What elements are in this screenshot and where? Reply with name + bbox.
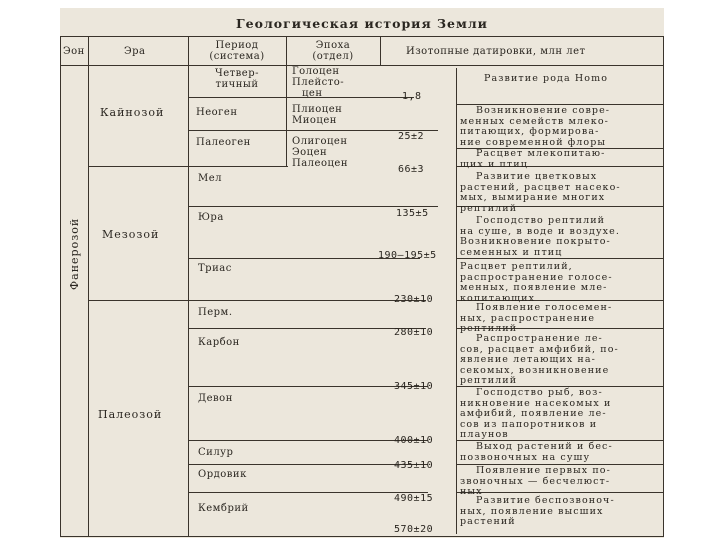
epoch-paleogene (292, 136, 348, 169)
rule (188, 97, 414, 98)
event-text (460, 334, 619, 387)
event-line: Распространение ле- (476, 333, 603, 344)
rule (188, 440, 428, 441)
event-text (460, 172, 621, 214)
rule (60, 36, 61, 536)
event-line: ных, появление высших (460, 505, 604, 517)
event-text (460, 303, 612, 335)
event-text (460, 442, 613, 463)
date-label: 135±5 (396, 208, 429, 219)
event-line: сов, расцвет амфибий, по- (460, 343, 619, 355)
event-line: Возникновение покрыто- (460, 236, 611, 248)
rule (60, 36, 664, 37)
date-label: 435±10 (394, 460, 434, 471)
event-line: растений, расцвет насеко- (460, 181, 621, 193)
era-cenozoic: Кайнозой (100, 106, 165, 119)
event-line: ние современной флоры (460, 136, 607, 148)
event-line: менных семейств млеко- (460, 115, 609, 127)
epoch-neogene (292, 104, 342, 126)
rule (188, 206, 438, 207)
header-period-line: Период (215, 40, 259, 51)
epoch-quaternary (292, 66, 344, 99)
period-carboniferous: Карбон (198, 337, 240, 348)
event-line: рептилий (460, 323, 518, 335)
epoch-line: Голоцен (292, 66, 340, 77)
era-mesozoic: Мезозой (102, 228, 160, 241)
event-line: рептилий (460, 202, 518, 214)
event-line: щих и птиц (460, 158, 528, 170)
epoch-line: цен (302, 88, 323, 99)
date-label: 570±20 (394, 524, 434, 535)
epoch-line: Палеоцен (292, 158, 348, 169)
period-cretaceous: Мел (198, 173, 223, 184)
event-line: питающих, формирова- (460, 126, 600, 138)
event-line: Расцвет млекопитаю- (476, 148, 606, 159)
date-label: 230±10 (394, 294, 434, 305)
rule (60, 65, 664, 66)
epoch-line: Плиоцен (292, 104, 343, 115)
event-line: рептилий (460, 375, 518, 387)
event-line: менных, появление мле- (460, 282, 608, 294)
event-line: Развитие рода Homo (484, 73, 609, 84)
event-line: мых, вымирание многих (460, 192, 606, 204)
header-epoch-line: (отдел) (312, 51, 354, 62)
header-epoch (286, 40, 380, 62)
event-line: явление летающих на- (460, 354, 596, 366)
period-silurian: Силур (198, 447, 234, 458)
event-text (460, 216, 620, 258)
event-text (460, 262, 613, 304)
period-triassic: Триас (198, 263, 232, 274)
date-label: 1,8 (402, 91, 422, 102)
header-period (188, 40, 286, 62)
period-quaternary (188, 68, 286, 90)
epoch-line: Миоцен (292, 115, 337, 126)
event-line: Возникновение совре- (476, 105, 611, 116)
date-label: 490±15 (394, 493, 434, 504)
date-label: 25±2 (398, 131, 425, 142)
rule (188, 464, 428, 465)
period-neogene: Неоген (196, 107, 238, 118)
rule (380, 36, 381, 66)
period-jurassic: Юра (198, 212, 224, 223)
document-title: Геологическая история Земли (236, 16, 488, 31)
event-line: ных, распространение (460, 312, 596, 324)
rule (188, 328, 426, 329)
header-dates: Изотопные датировки, млн лет (406, 46, 586, 57)
header-epoch-line: Эпоха (315, 40, 351, 51)
rule (188, 386, 428, 387)
event-line: Появление первых по- (476, 465, 611, 476)
date-label: 190–195±5 (378, 250, 437, 261)
date-label: 400±10 (394, 435, 434, 446)
event-line: Развитие цветковых (476, 171, 598, 182)
rule (88, 36, 89, 536)
event-line: Выход растений и бес- (476, 441, 613, 452)
epoch-line: Эоцен (292, 147, 328, 158)
event-line: звоночных — бесчелюст- (460, 475, 611, 487)
epoch-line: Плейсто- (292, 77, 345, 88)
event-line: позвоночных на сушу (460, 451, 591, 463)
event-line: ных (460, 486, 483, 498)
period-ordovician: Ордовик (198, 469, 247, 480)
event-line: растений (460, 516, 516, 528)
document-page (60, 8, 664, 538)
event-text (460, 106, 610, 148)
header-eon: Эон (63, 46, 85, 57)
header-period-line: (система) (209, 51, 265, 62)
rule (663, 36, 664, 536)
event-line: Развитие беспозвоноч- (476, 495, 615, 506)
period-cambrian: Кембрий (198, 503, 249, 514)
event-line: Господство рептилий (476, 215, 606, 226)
era-paleozoic: Палеозой (98, 408, 163, 421)
event-text (460, 388, 611, 441)
event-line: копитающих (460, 292, 536, 304)
event-line: сов из папоротников и (460, 418, 598, 430)
header-era: Эра (124, 46, 146, 57)
event-text (460, 496, 615, 528)
period-permian: Перм. (198, 307, 233, 318)
event-text (484, 74, 608, 85)
epoch-line: Олигоцен (292, 136, 348, 147)
period-line: Четвер- (214, 68, 259, 79)
event-line: распространение голосе- (460, 271, 613, 283)
date-label: 66±3 (398, 164, 425, 175)
event-line: на суше, в воде и воздухе. (460, 225, 620, 237)
event-line: плаунов (460, 429, 509, 441)
event-text (460, 466, 611, 498)
rule (88, 166, 288, 167)
rule (60, 536, 664, 537)
rule (188, 492, 428, 493)
event-text (460, 149, 605, 170)
event-line: секомых, возникновение (460, 364, 610, 376)
event-line: семенных и птиц (460, 246, 563, 258)
date-label: 345±10 (394, 381, 434, 392)
date-label: 280±10 (394, 327, 434, 338)
event-line: Расцвет рептилий, (460, 261, 573, 272)
rule (188, 36, 189, 536)
rule (188, 300, 426, 301)
period-line: тичный (215, 79, 259, 90)
event-line: никновение насекомых и (460, 397, 612, 409)
event-line: Появление голосемен- (476, 302, 613, 313)
event-line: амфибий, появление ле- (460, 408, 607, 420)
eon-label: Фанерозой (68, 217, 81, 290)
event-line: Господство рыб, воз- (476, 387, 603, 398)
period-devonian: Девон (198, 393, 233, 404)
period-paleogene: Палеоген (196, 137, 251, 148)
